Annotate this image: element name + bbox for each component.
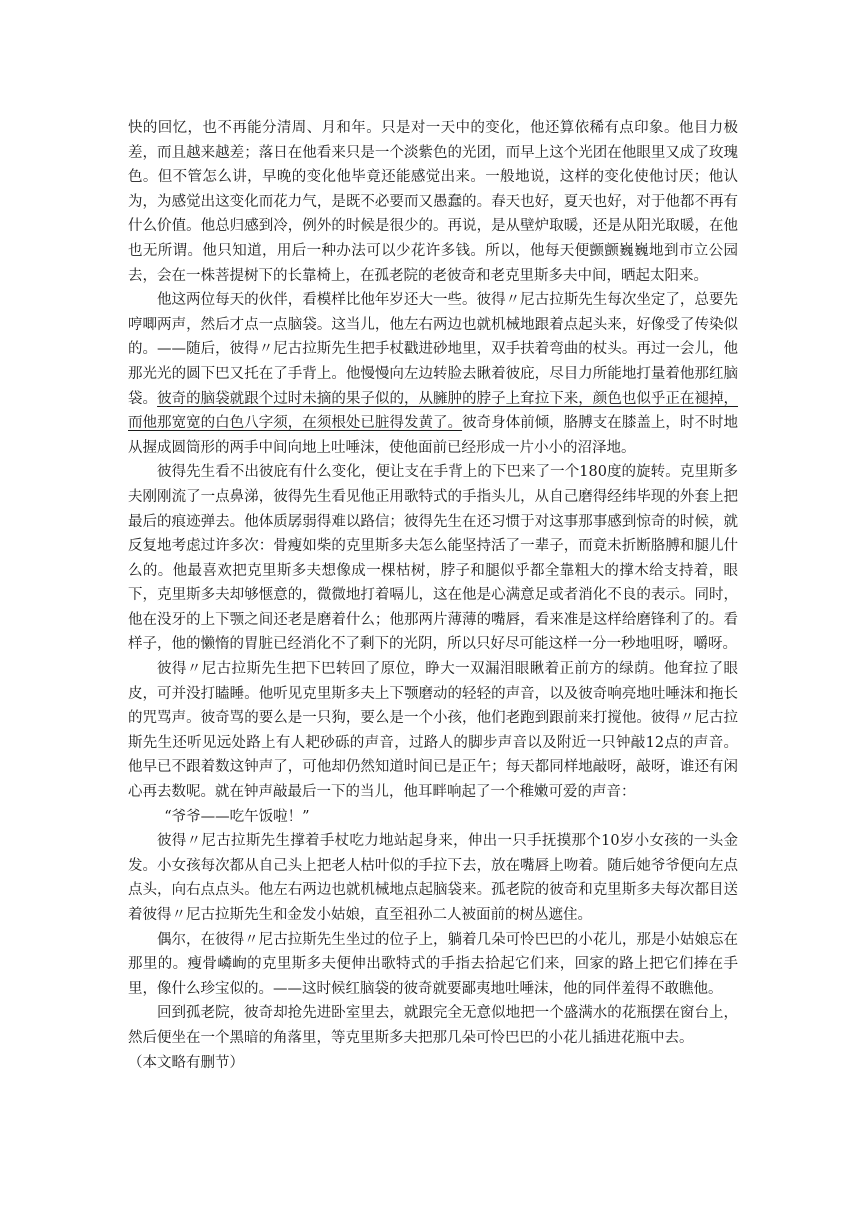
abridgement-note: （本文略有删节） <box>128 1054 244 1071</box>
paragraph-2-part-a: 他这两位每天的伙伴，看模样比他年岁还大一些。彼得〃尼古拉斯先生每次坐定了，总要先哼唧两声，然后才点一点脑袋。这当儿，他左右两边也就机械地跟着点起头来，好像受了传染似的。——随后，彼得〃尼古拉斯先生把手杖戳进砂地里，双手扶着弯曲的杖头。再过一会儿，他那光光的圆下巴又托在了手背上。他慢慢向左边转脸去瞅着彼庇，尽目力所能地打量着他那红脑袋。 <box>128 292 738 407</box>
underlined-sentence: 彼奇的脑袋就跟个过时未摘的果子似的，从臃肿的脖子上耷拉下来，颜色也似乎正在褪掉，而他那宽宽的白色八字须，在须根处已脏得发黄了。 <box>128 390 739 432</box>
paragraph-2-part-b: 彼奇身体前倾，胳膊支在膝盖上，时不时地从握成圆筒形的两手中间向地上吐唾沫，使他面前已经形成一片小小的沼泽地。 <box>128 415 738 456</box>
quote-line: “爷爷——吃午饭啦！” <box>164 808 310 825</box>
paragraph-4: 彼得〃尼古拉斯先生把下巴转回了原位，睁大一双漏泪眼瞅着正前方的绿荫。他耷拉了眼皮，可并没打瞌睡。他听见克里斯多夫上下颚磨动的轻轻的声音，以及彼奇响亮地吐唾沫和拖长的咒骂声。彼奇骂的要么是一只狗，要么是一个小孩，他们老跑到跟前来打搅他。彼得〃尼古拉斯先生还听见远处路上有人耙砂砾的声音，过路人的脚步声音以及附近一只钟敲12点的声音。他早已不跟着数这钟声了，可他却仍然知道时间已是正午；每天都同样地敲呀，敲呀，谁还有闲心再去数呢。就在钟声敲最后一下的当儿，他耳畔响起了一个稚嫩可爱的声音： <box>128 661 738 801</box>
article-body <box>128 116 738 1075</box>
paragraph-1: 快的回忆，也不再能分清周、月和年。只是对一天中的变化，他还算依稀有点印象。他目力极差，而且越来越差；落日在他看来只是一个淡紫色的光团，而早上这个光团在他眼里又成了玫瑰色。但不管怎么讲，早晚的变化他毕竟还能感觉出来。一般地说，这样的变化使他讨厌；他认为，为感觉出这变化而花力气，是既不必要而又愚蠢的。春天也好，夏天也好，对于他都不再有什么价值。他总归感到冷，例外的时候是很少的。再说，是从壁炉取暖，还是从阳光取暖，在他也无所谓。他只知道，用后一种办法可以少花许多钱。所以，他每天便颤颤巍巍地到市立公园去，会在一株菩提树下的长靠椅上，在孤老院的老彼奇和老克里斯多夫中间，晒起太阳来。 <box>128 120 738 284</box>
paragraph-7: 回到孤老院，彼奇却抢先进卧室里去，就跟完全无意似地把一个盛满水的花瓶摆在窗台上，然后便坐在一个黑暗的角落里，等克里斯多夫把那几朵可怜巴巴的小花儿插进花瓶中去。 <box>128 1005 738 1046</box>
paragraph-3: 彼得先生看不出彼庇有什么变化，便让支在手背上的下巴来了一个180度的旋转。克里斯多夫刚刚流了一点鼻涕，彼得先生看见他正用歌特式的手指头儿，从自己磨得经纬毕现的外套上把最后的痕迹弹去。他体质孱弱得难以路信；彼得先生在还习惯于对这事那事感到惊奇的时候，就反复地考虑过许多次：骨瘦如柴的克里斯多夫怎么能坚持活了一辈子，而竟未折断胳膊和腿儿什么的。他最喜欢把克里斯多夫想像成一棵枯树，脖子和腿似乎都全靠粗大的撑木给支持着，眼下，克里斯多夫却够惬意的，微微地打着嗝儿，这在他是心满意足或者消化不良的表示。同时，他在没牙的上下颚之间还老是磨着什么；他那两片薄薄的嘴唇，看来准是这样给磨锋利了的。看样子，他的懒惰的胃脏已经消化不了剩下的光阴，所以只好尽可能这样一分一秒地咀呀，嚼呀。 <box>128 464 738 653</box>
paragraph-6: 偶尔，在彼得〃尼古拉斯先生坐过的位子上，躺着几朵可怜巴巴的小花儿，那是小姑娘忘在那里的。瘦骨嶙峋的克里斯多夫便伸出歌特式的手指去拾起它们来，回家的路上把它们捧在手里，像什么珍宝似的。——这时候红脑袋的彼奇就要鄙夷地吐唾沫，他的同伴羞得不敢瞧他。 <box>128 931 738 997</box>
paragraph-5: 彼得〃尼古拉斯先生撑着手杖吃力地站起身来，伸出一只手抚摸那个10岁小女孩的一头金发。小女孩每次都从自己头上把老人枯叶似的手拉下去，放在嘴唇上吻着。随后她爷爷便向左点点头，向右点点头。他左右两边也就机械地点起脑袋来。孤老院的彼奇和克里斯多夫每次都目送着彼得〃尼古拉斯先生和金发小姑娘，直至祖孙二人被面前的树丛遮住。 <box>128 833 738 923</box>
paragraph-2 <box>128 288 738 460</box>
